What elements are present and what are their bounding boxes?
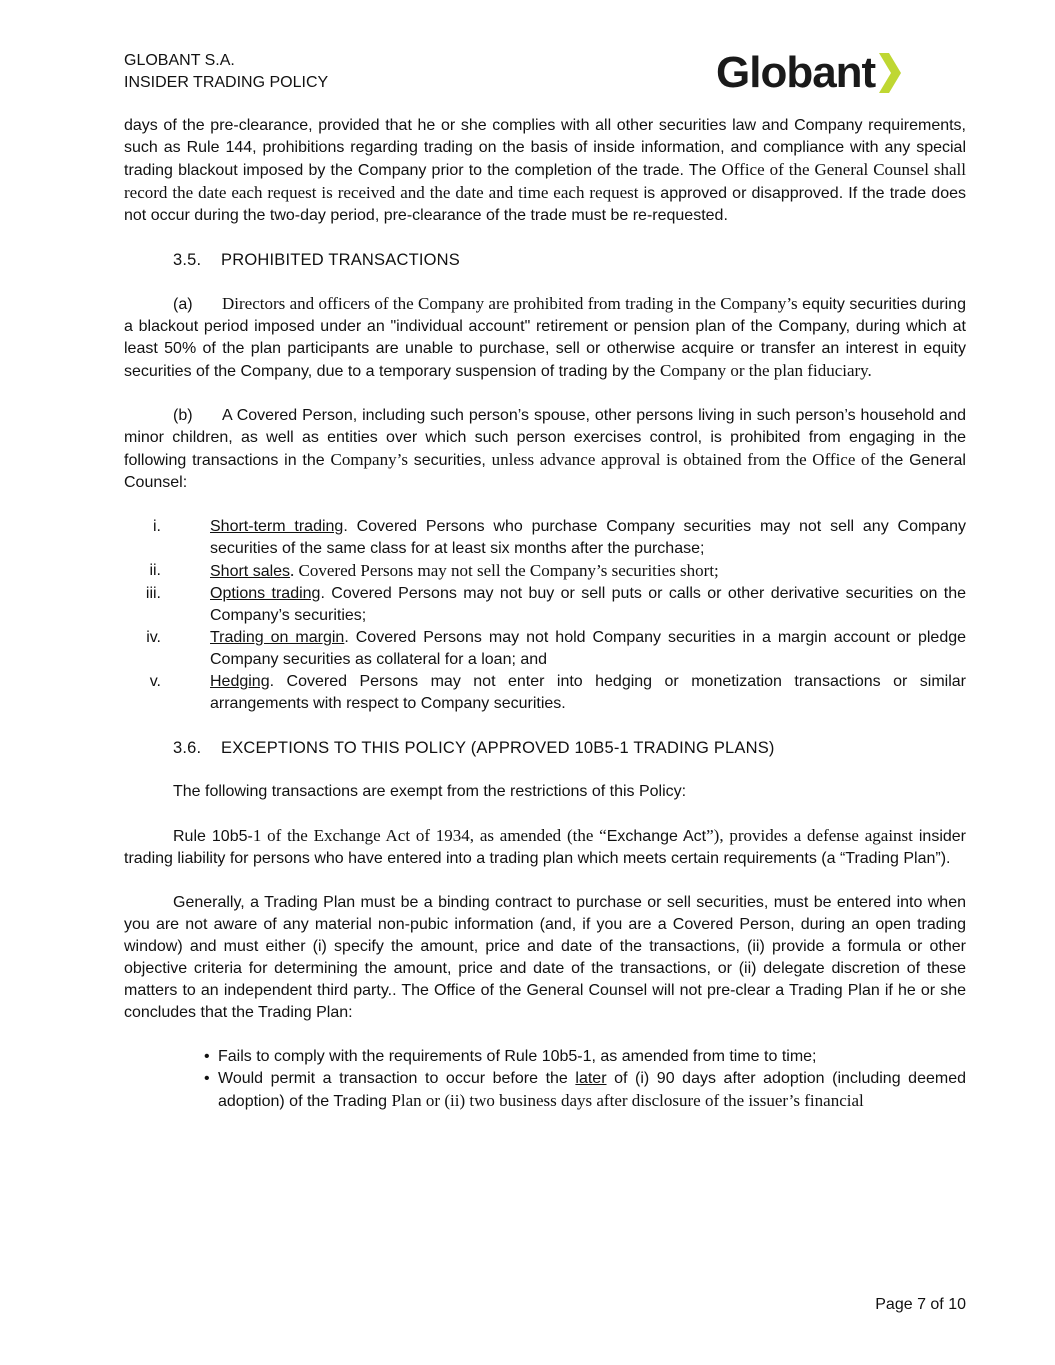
bullet-icon: •	[204, 1048, 210, 1065]
list-item: i. Short-term trading. Covered Persons who purchase Company securities may not sell any Company securities of the same class for at least six months after the purchase;	[153, 518, 967, 557]
document-header	[124, 50, 328, 94]
chevron-right-icon	[877, 51, 903, 95]
rule-10b5-1-paragraph: Rule 10b5-1 of the Exchange Act of 1934, as amended (the “Exchange Act”), provides a defense against insider trading liability for persons who have entered into a trading plan which meets certain requirements (a “Trading Plan”).	[124, 826, 967, 867]
company-name: GLOBANT S.A.	[124, 52, 235, 69]
prohibited-transactions-list	[124, 516, 966, 715]
page-body	[124, 115, 966, 1113]
section-heading-3-5: 3.5. PROHIBITED TRANSACTIONS	[173, 251, 460, 269]
list-item: iv. Trading on margin. Covered Persons may not hold Company securities in a margin account or pledge Company securities as collateral for a loan; and	[146, 629, 967, 668]
page-number: Page 7 of 10	[875, 1296, 966, 1313]
section-heading-3-6: 3.6. EXCEPTIONS TO THIS POLICY (APPROVED 10B5-1 TRADING PLANS)	[173, 739, 775, 757]
list-item: v. Hedging. Covered Persons may not enter into hedging or monetization transactions or similar arrangements with respect to Company securities.	[149, 673, 966, 712]
document-title: INSIDER TRADING POLICY	[124, 74, 329, 91]
list-item: ii. Short sales. Covered Persons may not sell the Company’s securities short;	[149, 561, 719, 580]
trading-plan-paragraph: Generally, a Trading Plan must be a binding contract to purchase or sell securities, must be entered into when you are not aware of any material non-pubic information (and, if you are a Covered Person, during an open trading window) and must either (i) specify the amount, price and date of the transactions, (ii) provide a formula or other objective criteria for determining the amount, price and date of the transactions, or (ii) delegate discretion of these matters to an independent third party.. The Office of the General Counsel will not pre-clear a Trading Plan if he or she concludes that the Trading Plan:	[124, 894, 966, 1021]
globant-logo	[716, 48, 903, 98]
list-item: iii. Options trading. Covered Persons may not buy or sell puts or calls or other derivative securities on the Company’s securities;	[145, 585, 966, 624]
trading-plan-conditions-list	[124, 1046, 966, 1113]
bullet-icon: •	[204, 1070, 210, 1087]
paragraph-b: (b) A Covered Person, including such person’s spouse, other persons living in such person’s household and minor children, as well as entities over which such person exercises control, is prohibited from engaging in the following transactions in the Company’s securities, unless advance approval is obtained from the Office of the General Counsel:	[124, 407, 966, 491]
list-item: • Fails to comply with the requirements of Rule 10b5-1, as amended from time to time;	[124, 1046, 966, 1068]
list-item: • Would permit a transaction to occur before the later of (i) 90 days after adoption (including deemed adoption) of the Trading Plan or (ii) two business days after disclosure of the issuer’s financial	[124, 1068, 966, 1113]
exempt-paragraph: The following transactions are exempt from the restrictions of this Policy:	[173, 783, 687, 800]
intro-paragraph: days of the pre-clearance, provided that he or she complies with all other securities law and Company requirements, such as Rule 144, prohibitions regarding trading on the basis of inside information, and compliance with any special trading blackout imposed by the Company prior to the completion of the trade. The Office of the General Counsel shall record the date each request is received and the date and time each request is approved or disapproved. If the trade does not occur during the two-day period, pre-clearance of the trade must be re-requested.	[124, 117, 966, 224]
paragraph-a: (a) Directors and officers of the Company are prohibited from trading in the Company’s equity securities during a blackout period imposed under an "individual account" retirement or pension plan of the Company, during which at least 50% of the plan participants are unable to purchase, sell or otherwise acquire or transfer an interest in equity securities of the Company, due to a temporary suspension of trading by the Company or the plan fiduciary.	[124, 294, 966, 380]
logo-wordmark: Globant	[716, 48, 876, 97]
